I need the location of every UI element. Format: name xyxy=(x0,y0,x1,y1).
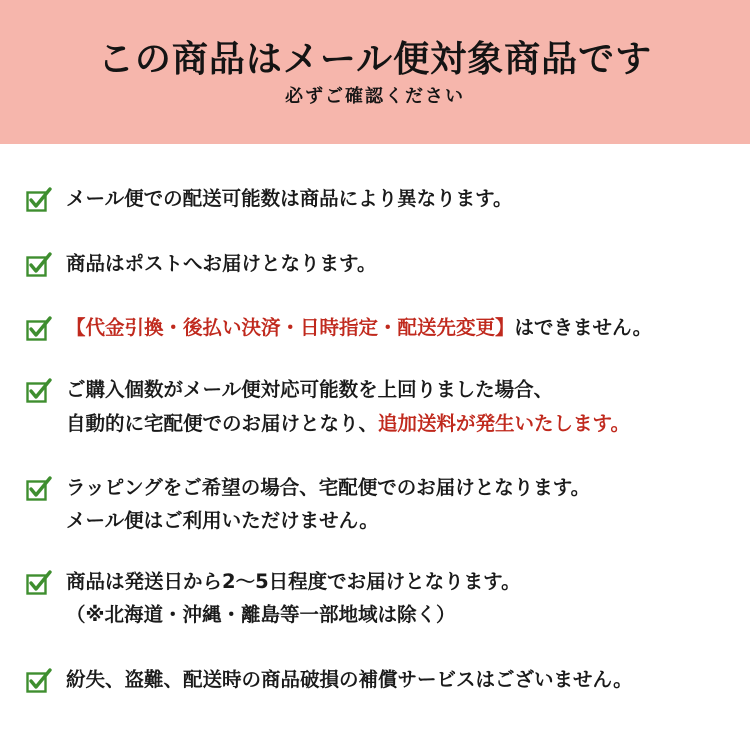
notice-text: 商品は発送日から2～5日程度でお届けとなります。 xyxy=(66,570,521,593)
notice-text-emphasis: 追加送料が発生いたします。 xyxy=(378,412,630,435)
notice-line xyxy=(66,248,376,280)
notice-line xyxy=(66,472,590,504)
checkbox-checked-icon xyxy=(26,252,52,278)
notice-text: （※北海道・沖縄・離島等一部地域は除く） xyxy=(66,603,456,626)
notice-line xyxy=(66,374,553,406)
checkbox-checked-icon xyxy=(26,668,52,694)
notice-line xyxy=(66,183,513,215)
notice-text: 商品はポストへお届けとなります。 xyxy=(66,252,377,275)
checkbox-checked-icon xyxy=(26,316,52,342)
checkbox-checked-icon xyxy=(26,476,52,502)
notice-text-emphasis: 【代金引換・後払い決済・日時指定・配送先変更】 xyxy=(66,316,515,339)
notice-text: はできません。 xyxy=(514,316,653,339)
banner-title: この商品はメール便対象商品です xyxy=(97,39,653,80)
notice-line xyxy=(66,566,521,598)
notice-line xyxy=(66,664,633,696)
checkbox-checked-icon xyxy=(26,378,52,404)
banner-subtitle: 必ずご確認ください xyxy=(285,86,465,107)
notice-line xyxy=(66,599,455,631)
notice-line xyxy=(66,408,630,440)
notice-text: ご購入個数がメール便対応可能数を上回りました場合、 xyxy=(66,378,554,401)
checkbox-checked-icon xyxy=(26,187,52,213)
checkbox-checked-icon xyxy=(26,570,52,596)
notice-text: メール便はご利用いただけません。 xyxy=(66,509,379,532)
notice-text: 自動的に宅配便でのお届けとなり、 xyxy=(66,412,379,435)
notice-text: メール便での配送可能数は商品により異なります。 xyxy=(66,187,513,210)
notice-text: 紛失、盗難、配送時の商品破損の補償サービスはございません。 xyxy=(66,668,633,691)
notice-text: ラッピングをご希望の場合、宅配便でのお届けとなります。 xyxy=(66,476,591,499)
notice-line xyxy=(66,312,652,344)
notice-line xyxy=(66,505,379,537)
header-banner xyxy=(0,0,750,144)
